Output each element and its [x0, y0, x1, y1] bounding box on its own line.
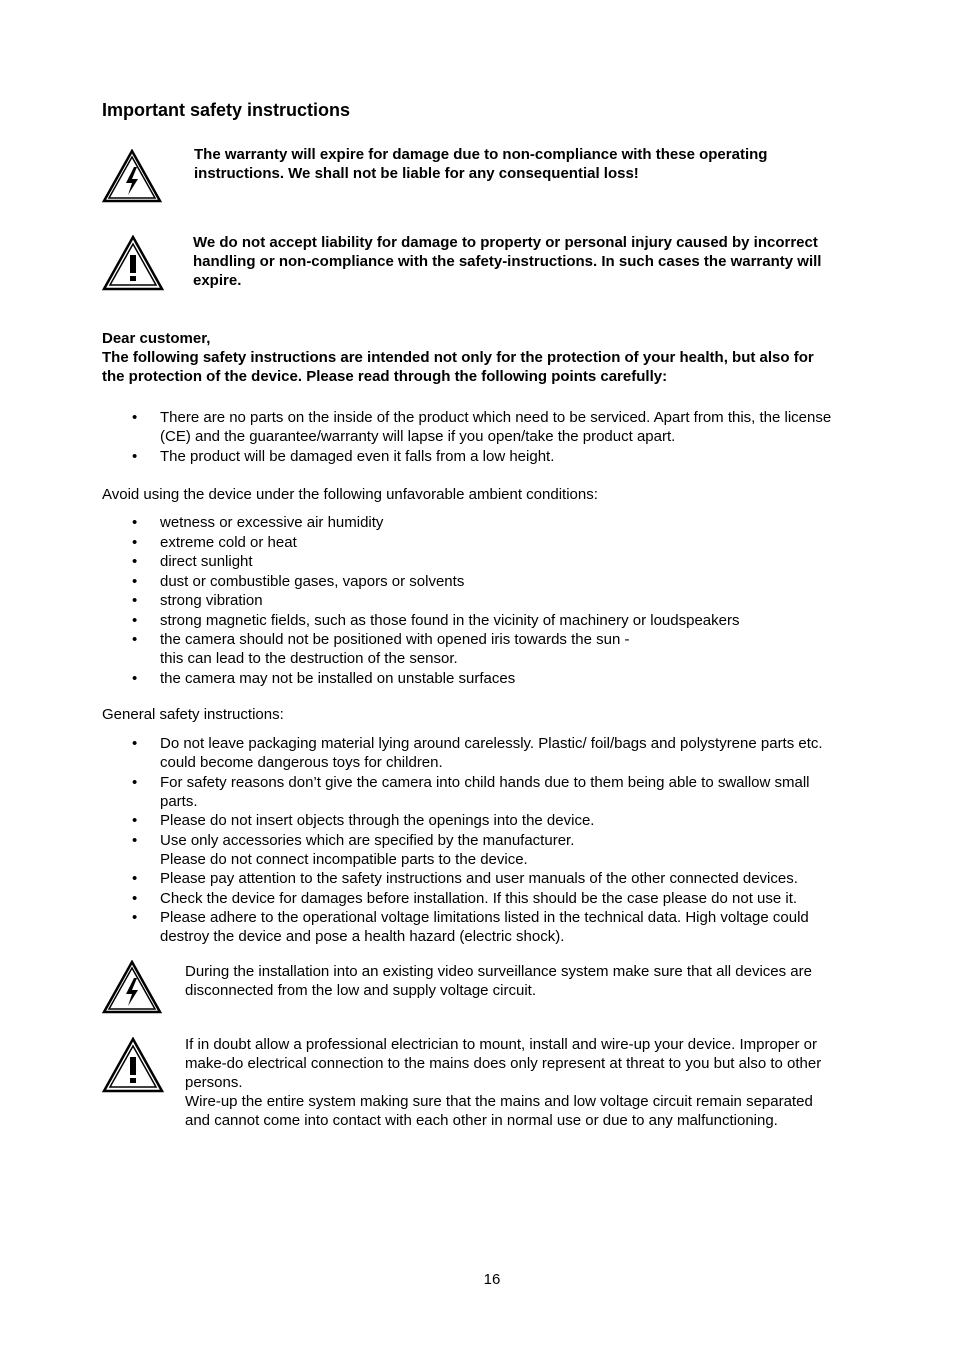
warning-text-4: If in doubt allow a professional electrician to mount, install and wire-up your device. Improper or make-do electrical connection to the mains does only represent at threat to you but also to other persons. Wire-up the entire system making sure that the mains and low voltage circuit remain separated and cannot come into contact with each other in normal use or due to any malfunctioning. — [185, 1036, 822, 1129]
ambient-intro: Avoid using the device under the following unfavorable ambient conditions: — [102, 486, 598, 503]
list-item: • Please do not insert objects through the openings into the device. — [102, 811, 892, 830]
warning-text-2: We do not accept liability for damage to property or personal injury caused by incorrect handling or non-compliance with the safety-instructions. In such cases the warranty will expire. — [193, 234, 822, 289]
list-item: • the camera should not be positioned with opened iris towards the sun - this can lead to the destruction of the sensor. — [102, 630, 892, 668]
general-list — [102, 734, 892, 947]
warning-text-1: The warranty will expire for damage due to non-compliance with these operating instructions. We shall not be liable for any consequential loss! — [194, 146, 768, 182]
list-item: • wetness or excessive air humidity — [102, 513, 892, 532]
list-item: • The product will be damaged even it falls from a low height. — [102, 447, 892, 466]
list-item: • direct sunlight — [102, 552, 892, 571]
product-list — [102, 408, 892, 466]
list-item: • Use only accessories which are specified by the manufacturer. Please do not connect incompatible parts to the device. — [102, 831, 892, 869]
intro-block — [102, 329, 882, 386]
ambient-list — [102, 513, 892, 688]
greeting: Dear customer, — [102, 330, 211, 347]
list-item: • strong magnetic fields, such as those found in the vicinity of machinery or loudspeakers — [102, 611, 892, 630]
list-item: • Please adhere to the operational voltage limitations listed in the technical data. High voltage could destroy the device and pose a health hazard (electric shock). — [102, 908, 892, 946]
page-number: 16 — [483, 1271, 501, 1288]
list-item: • the camera may not be installed on unstable surfaces — [102, 669, 892, 688]
intro-line: the protection of the device. Please read through the following points carefully: — [102, 368, 668, 385]
electric-hazard-icon — [102, 960, 162, 1014]
list-item: • Do not leave packaging material lying around carelessly. Plastic/ foil/bags and polystyrene parts etc. could become dangerous toys for children. — [102, 734, 892, 772]
list-item: • strong vibration — [102, 591, 892, 610]
list-item: • Please pay attention to the safety instructions and user manuals of the other connected devices. — [102, 869, 892, 888]
exclamation-warning-icon — [102, 235, 164, 291]
list-item: • dust or combustible gases, vapors or solvents — [102, 572, 892, 591]
electric-hazard-icon — [102, 149, 162, 203]
page-title: Important safety instructions — [102, 100, 351, 120]
general-intro: General safety instructions: — [102, 706, 284, 723]
exclamation-warning-icon — [102, 1037, 164, 1093]
list-item: • There are no parts on the inside of the product which need to be serviced. Apart from this, the license (CE) and the guarantee/warranty will lapse if you open/take the product apart. — [102, 408, 892, 446]
list-item: • For safety reasons don’t give the camera into child hands due to them being able to swallow small parts. — [102, 773, 892, 811]
intro-line: The following safety instructions are intended not only for the protection of your health, but also for — [102, 349, 814, 366]
list-item: • Check the device for damages before installation. If this should be the case please do not use it. — [102, 889, 892, 908]
warning-text-3: During the installation into an existing video surveillance system make sure that all devices are disconnected from the low and supply voltage circuit. — [185, 963, 812, 999]
list-item: • extreme cold or heat — [102, 533, 892, 552]
